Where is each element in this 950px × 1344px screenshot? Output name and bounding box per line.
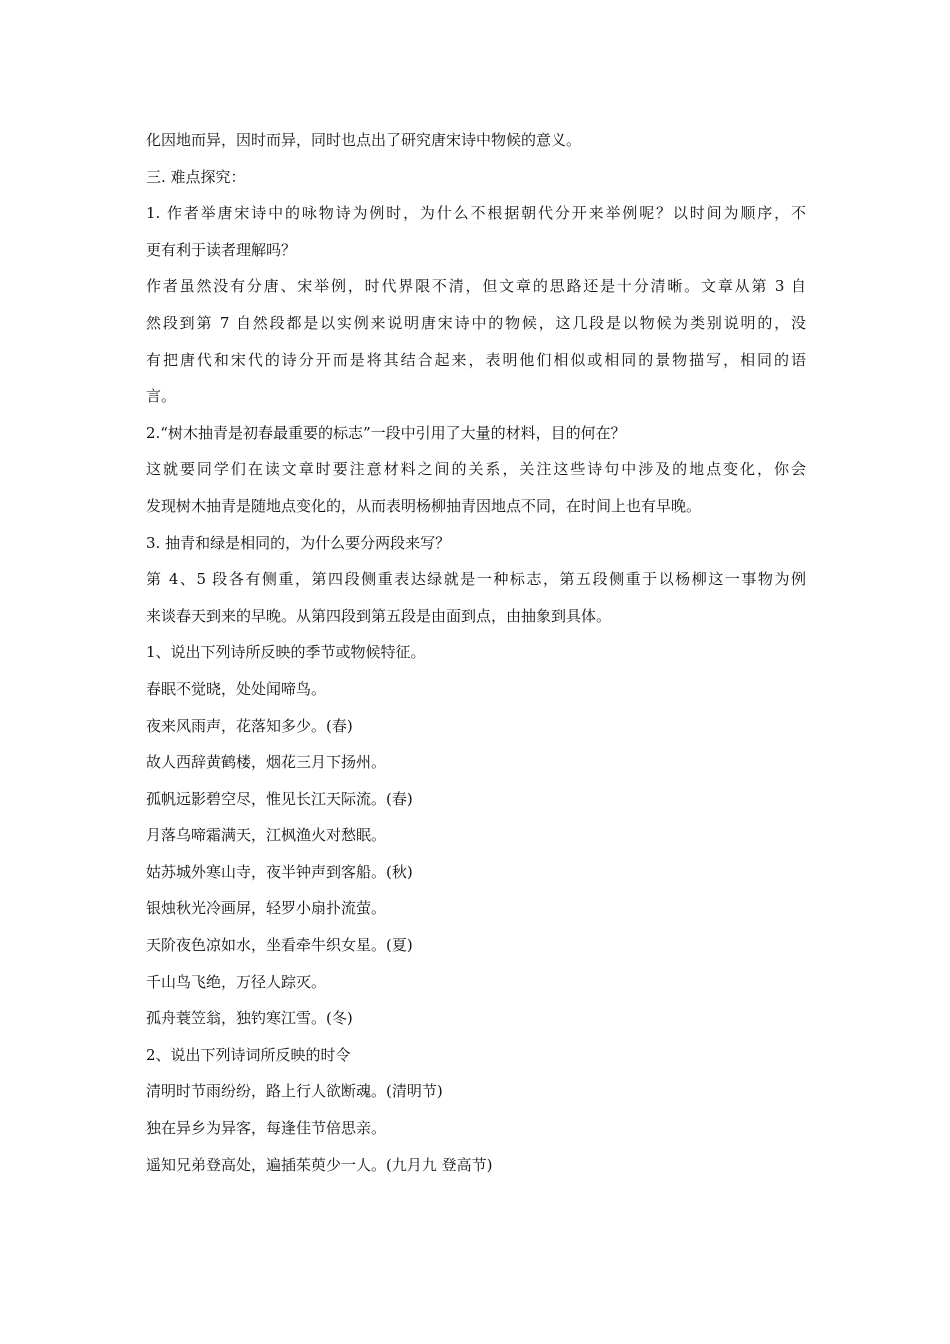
text-line: 三. 难点探究： bbox=[146, 167, 246, 186]
text-line: 发现树木抽青是随地点变化的，从而表明杨柳抽青因地点不同，在时间上也有早晚。 bbox=[146, 496, 702, 515]
text-line: 姑苏城外寒山寺，夜半钟声到客船。(秋) bbox=[146, 862, 413, 881]
text-line: 独在异乡为异客，每逢佳节倍思亲。 bbox=[146, 1119, 387, 1138]
text-line: 孤帆远影碧空尽，惟见长江天际流。(春) bbox=[146, 789, 413, 808]
text-line: 3. 抽青和绿是相同的，为什么要分两段来写？ bbox=[146, 533, 451, 552]
text-line: 1. 作者举唐宋诗中的咏物诗为例时，为什么不根据朝代分开来举例呢？以时间为顺序，不 bbox=[146, 204, 806, 223]
text-line: 有把唐代和宋代的诗分开而是将其结合起来，表明他们相似或相同的景物描写，相同的语 bbox=[146, 350, 806, 369]
text-line: 第 4、5 段各有侧重，第四段侧重表达绿就是一种标志，第五段侧重于以杨柳这一事物为例 bbox=[146, 570, 806, 589]
text-line: 千山鸟飞绝，万径人踪灭。 bbox=[146, 972, 327, 991]
text-line: 天阶夜色凉如水，坐看牵牛织女星。(夏) bbox=[146, 936, 413, 955]
document-page bbox=[146, 122, 806, 1183]
text-line: 2.“树木抽青是初春最重要的标志”一段中引用了大量的材料，目的何在？ bbox=[146, 423, 626, 442]
text-line: 夜来风雨声，花落知多少。(春) bbox=[146, 716, 353, 735]
text-line: 故人西辞黄鹤楼，烟花三月下扬州。 bbox=[146, 753, 387, 772]
text-line: 清明时节雨纷纷，路上行人欲断魂。(清明节) bbox=[146, 1082, 443, 1101]
text-line: 1、说出下列诗所反映的季节或物候特征。 bbox=[146, 643, 426, 662]
text-line: 遥知兄弟登高处，遍插茱萸少一人。(九月九 登高节) bbox=[146, 1155, 493, 1174]
text-line: 言。 bbox=[146, 387, 177, 406]
text-line: 然段到第 7 自然段都是以实例来说明唐宋诗中的物候，这几段是以物候为类别说明的，没 bbox=[146, 313, 806, 332]
text-line: 这就要同学们在读文章时要注意材料之间的关系，关注这些诗句中涉及的地点变化，你会 bbox=[146, 460, 806, 479]
text-line: 来谈春天到来的早晚。从第四段到第五段是由面到点，由抽象到具体。 bbox=[146, 606, 612, 625]
text-line: 银烛秋光冷画屏，轻罗小扇扑流萤。 bbox=[146, 899, 387, 918]
text-line: 孤舟蓑笠翁，独钓寒江雪。(冬) bbox=[146, 1009, 353, 1028]
text-line: 作者虽然没有分唐、宋举例，时代界限不清，但文章的思路还是十分清晰。文章从第 3 自 bbox=[146, 277, 806, 296]
text-line: 2、说出下列诗词所反映的时令 bbox=[146, 1045, 351, 1064]
text-line: 化因地而异，因时而异，同时也点出了研究唐宋诗中物候的意义。 bbox=[146, 131, 582, 149]
text-line: 春眠不觉晓，处处闻啼鸟。 bbox=[146, 679, 327, 698]
text-line: 更有利于读者理解吗？ bbox=[146, 240, 297, 259]
text-line: 月落乌啼霜满天，江枫渔火对愁眠。 bbox=[146, 826, 387, 845]
